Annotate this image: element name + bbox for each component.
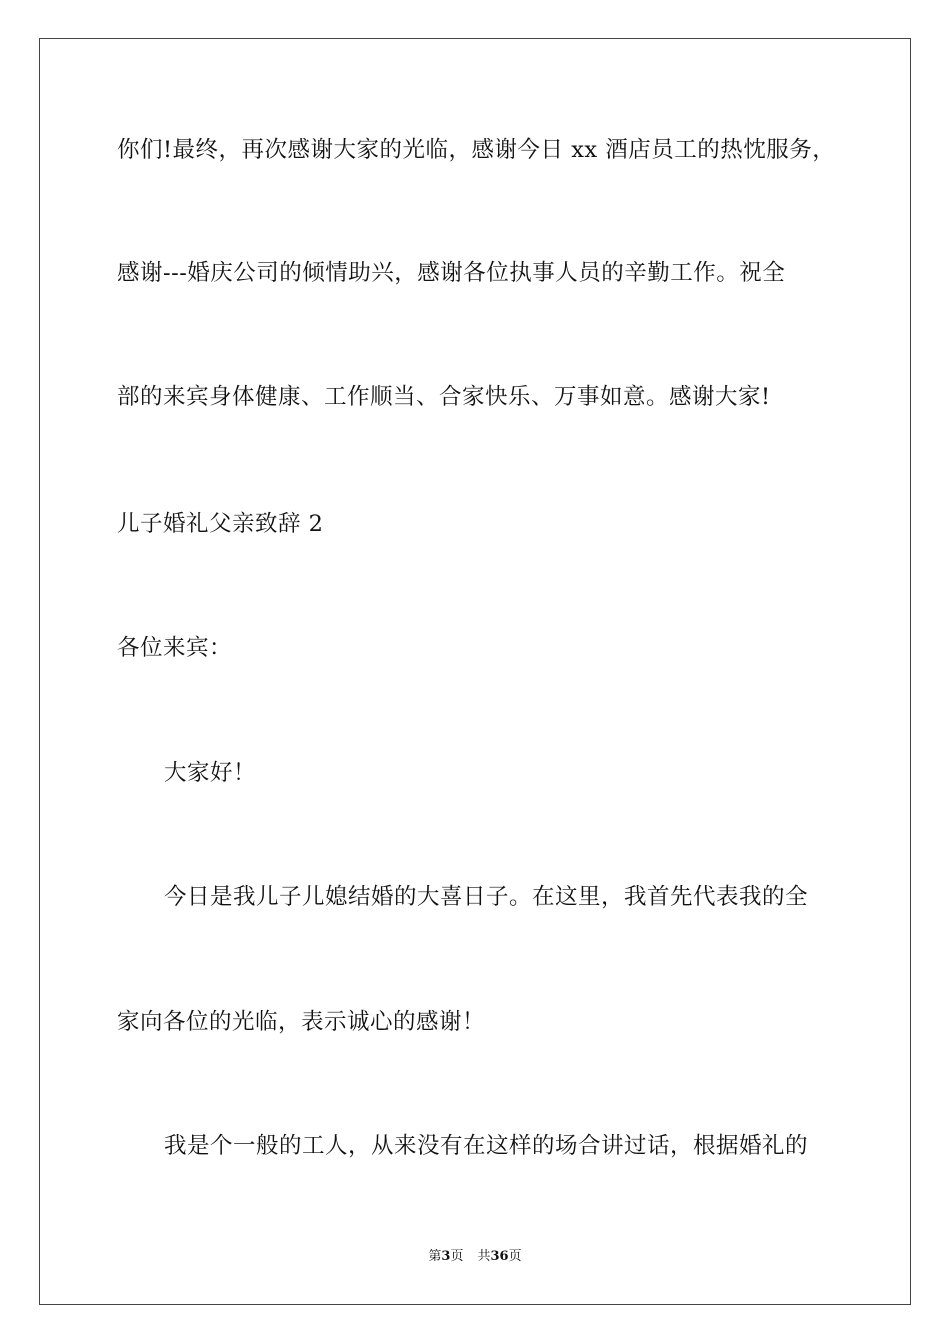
footer-page-number: 3 [441,1249,451,1264]
paragraph-line-2: 家向各位的光临，表示诚心的感谢！ [117,1009,486,1035]
paragraph-line-3: 我是个一般的工人，从来没有在这样的场合讲过话，根据婚礼的 [164,1133,809,1159]
footer-page-prefix: 第 [428,1249,442,1264]
section-heading: 儿子婚礼父亲致辞 2 [117,511,324,537]
footer-page-suffix: 页 [450,1249,464,1264]
page-footer [0,1249,950,1265]
footer-total-prefix: 共 [477,1249,491,1264]
body-line-3: 部的来宾身体健康、工作顺当、合家快乐、万事如意。感谢大家! [117,384,771,410]
footer-total-pages: 36 [490,1249,509,1264]
body-line-2: 感谢---婚庆公司的倾情助兴，感谢各位执事人员的辛勤工作。祝全 [117,260,786,286]
greeting: 大家好！ [164,760,257,786]
paragraph-line-1: 今日是我儿子儿媳结婚的大喜日子。在这里，我首先代表我的全 [164,884,809,910]
footer-total-suffix: 页 [508,1249,522,1264]
salutation: 各位来宾： [117,635,233,661]
page-frame [39,38,911,1305]
body-line-1: 你们!最终，再次感谢大家的光临，感谢今日 xx 酒店员工的热忱服务， [117,137,836,163]
